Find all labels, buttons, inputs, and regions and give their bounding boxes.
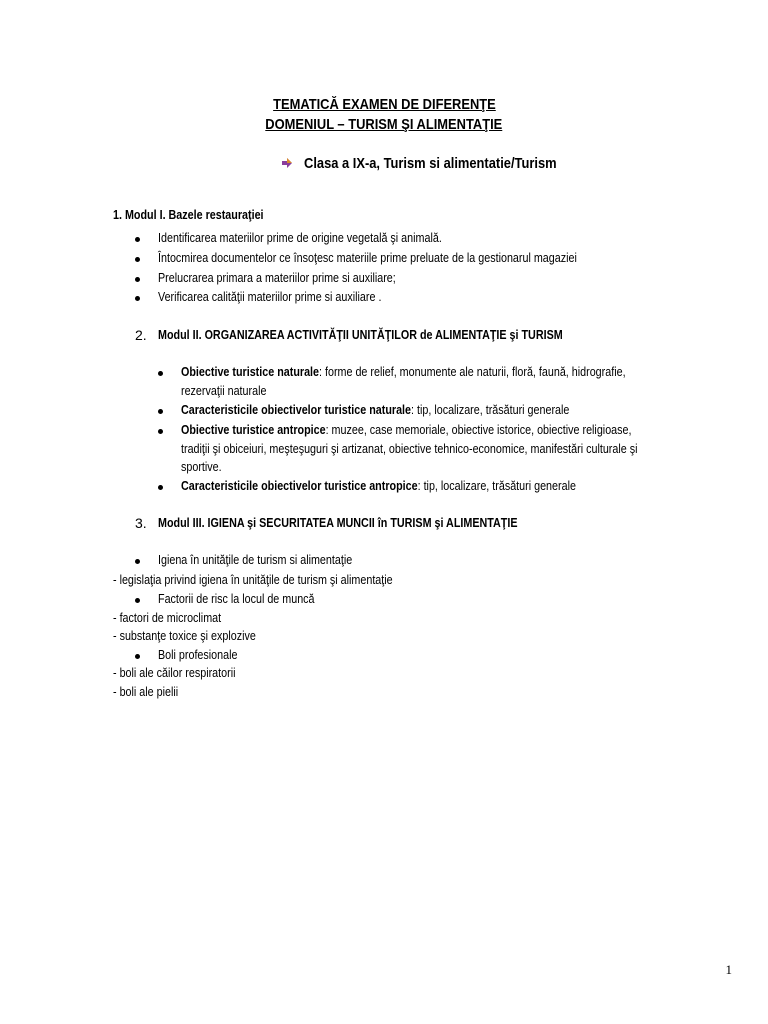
document-title-line2: DOMENIUL – TURISM ŞI ALIMENTAŢIE bbox=[265, 116, 503, 133]
bullet-icon bbox=[158, 409, 163, 414]
bullet-icon bbox=[158, 371, 163, 376]
module2-item: Obiective turistice antropice: muzee, case memoriale, obiective istorice, obiective religioase, bbox=[181, 423, 632, 437]
page-number: 1 bbox=[725, 962, 732, 977]
module3-dash-item: - boli ale căilor respiratorii bbox=[113, 666, 236, 680]
document-title-line1: TEMATICĂ EXAMEN DE DIFERENŢE bbox=[272, 96, 496, 113]
arrow-bullet-icon bbox=[282, 158, 292, 168]
module3-number: 3. bbox=[135, 515, 147, 531]
bullet-icon bbox=[135, 559, 140, 564]
module1-item: Întocmirea documentelor ce însoţesc materiile prime preluate de la gestionarul magaziei bbox=[158, 251, 577, 265]
module3-dash-item: - legislaţia privind igiena în unităţile de turism şi alimentaţie bbox=[113, 573, 393, 587]
bullet-icon bbox=[135, 654, 140, 659]
module3-bullet-item: Factorii de risc la locul de muncă bbox=[158, 592, 315, 606]
module1-item: Identificarea materiilor prime de origine vegetală şi animală. bbox=[158, 231, 442, 245]
module1-item: Prelucrarea primara a materiilor prime si auxiliare; bbox=[158, 271, 396, 285]
bullet-icon bbox=[135, 296, 140, 301]
module3-dash-item: - factori de microclimat bbox=[113, 611, 222, 625]
bullet-icon bbox=[135, 257, 140, 262]
module2-item: Caracteristicile obiectivelor turistice antropice: tip, localizare, trăsături generale bbox=[181, 479, 576, 493]
module3-dash-item: - boli ale pielii bbox=[113, 685, 179, 699]
class-subtitle: Clasa a IX-a, Turism si alimentatie/Turism bbox=[282, 154, 598, 172]
module1-item: Verificarea calităţii materiilor prime si auxiliare . bbox=[158, 290, 382, 304]
module2-heading: Modul II. ORGANIZAREA ACTIVITĂŢII UNITĂŢILOR de ALIMENTAŢIE şi TURISM bbox=[158, 328, 563, 342]
module1-heading: 1. Modul I. Bazele restauraţiei bbox=[113, 208, 264, 222]
bullet-icon bbox=[135, 237, 140, 242]
module2-item-continuation: rezervaţii naturale bbox=[181, 384, 267, 398]
module3-dash-item: - substanţe toxice şi explozive bbox=[113, 629, 256, 643]
bullet-icon bbox=[158, 429, 163, 434]
module2-number: 2. bbox=[135, 327, 147, 343]
module2-item-continuation: sportive. bbox=[181, 460, 222, 474]
module3-bullet-item: Boli profesionale bbox=[158, 648, 238, 662]
module2-item: Caracteristicile obiectivelor turistice naturale: tip, localizare, trăsături generale bbox=[181, 403, 570, 417]
bullet-icon bbox=[135, 598, 140, 603]
module2-item: Obiective turistice naturale: forme de relief, monumente ale naturii, floră, faună, hidrografie, bbox=[181, 365, 626, 379]
module3-heading: Modul III. IGIENA şi SECURITATEA MUNCII în TURISM şi ALIMENTAŢIE bbox=[158, 516, 518, 530]
module3-bullet-item: Igiena în unităţile de turism si alimentaţie bbox=[158, 553, 353, 567]
bullet-icon bbox=[158, 485, 163, 490]
module2-item-continuation: tradiţii şi obiceiuri, meşteşuguri şi artizanat, obiective tehnico-economice, manifestări culturale şi bbox=[181, 442, 638, 456]
bullet-icon bbox=[135, 277, 140, 282]
